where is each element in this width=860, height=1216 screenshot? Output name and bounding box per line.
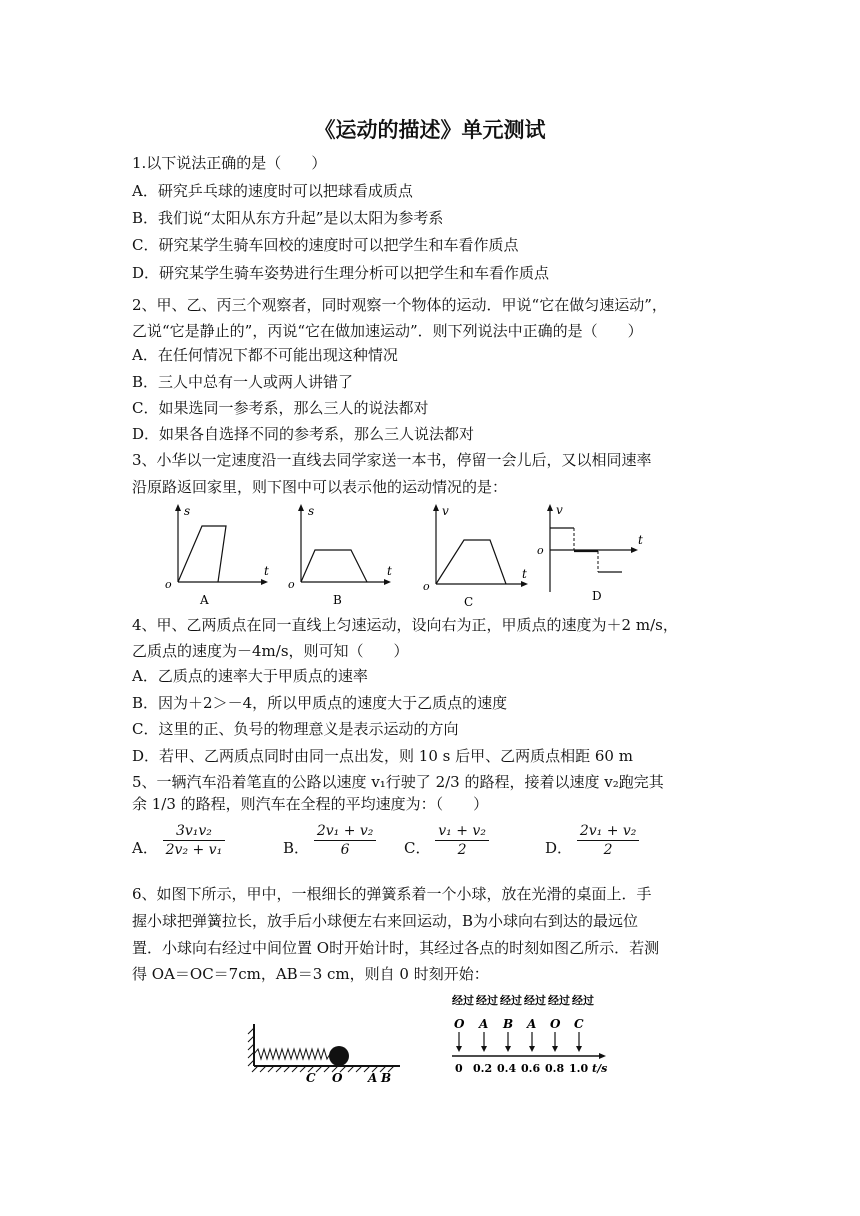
timeline-diagram	[446, 992, 626, 1078]
graph-d-y-label: v	[556, 503, 563, 517]
marker-3-text: 经过	[500, 994, 522, 1007]
q5-option-a-fraction	[163, 823, 226, 858]
tick-2: 0.4	[497, 1062, 517, 1075]
tick-4: 0.8	[545, 1062, 565, 1075]
q3-stem-line2: 沿原路返回家里，则下图中可以表示他的运动情况的是：	[132, 478, 508, 496]
q5-option-b-denominator: 6	[340, 842, 350, 858]
graph-b-y-label: s	[308, 504, 315, 518]
graph-a-y-label: s	[184, 504, 191, 518]
q4-option-a: A．乙质点的速率大于甲质点的速率	[132, 667, 368, 685]
graph-c-y-label: v	[442, 504, 449, 518]
marker-6-point: C	[574, 1017, 584, 1031]
graph-b-x-label: t	[387, 564, 392, 578]
q2-stem-line2: 乙说“它是静止的”，丙说“它在做加速运动”．则下列说法中正确的是（ ）	[132, 322, 643, 340]
q5-option-c-label: C．	[404, 839, 431, 857]
marker-4-point: A	[527, 1017, 537, 1031]
marker-5-point: O	[550, 1017, 561, 1031]
q4-option-c: C．这里的正、负号的物理意义是表示运动的方向	[132, 720, 459, 738]
q1-option-a: A．研究乒乓球的速度时可以把球看成质点	[132, 182, 413, 200]
q2-stem-line1: 2、甲、乙、丙三个观察者，同时观察一个物体的运动．甲说“它在做匀速运动”，	[132, 296, 667, 314]
q5-option-a-denominator: 2v₂ + v₁	[165, 842, 223, 858]
graph-b	[283, 500, 403, 610]
q5-option-b	[283, 823, 376, 858]
marker-1-text: 经过	[452, 994, 474, 1007]
tick-0: 0	[455, 1062, 463, 1075]
label-b: B	[381, 1071, 392, 1085]
timeline-unit: t/s	[592, 1062, 608, 1075]
q2-option-a: A．在任何情况下都不可能出现这种情况	[132, 346, 398, 364]
page-title: 《运动的描述》单元测试	[314, 118, 546, 142]
q6-line3: 置．小球向右经过中间位置 O时开始计时，其经过各点的时刻如图乙所示．若测	[132, 939, 660, 957]
q5-stem-line1: 5、一辆汽车沿着笔直的公路以速度 v₁行驶了 2/3 的路程，接着以速度 v₂跑完其	[132, 773, 664, 791]
graph-c	[418, 500, 538, 612]
q4-stem-line2: 乙质点的速度为－4m/s，则可知（ ）	[132, 642, 409, 660]
tick-5: 1.0	[569, 1062, 589, 1075]
marker-2-point: A	[479, 1017, 489, 1031]
q2-option-c: C．如果选同一参考系，那么三人的说法都对	[132, 399, 429, 417]
q5-option-b-numerator: 2v₁ + v₂	[314, 823, 377, 841]
q1-option-c: C．研究某学生骑车回校的速度时可以把学生和车看作质点	[132, 236, 519, 254]
q5-option-a-label: A．	[132, 839, 158, 857]
q2-option-b: B．三人中总有一人或两人讲错了	[132, 373, 354, 391]
graph-d-x-label: t	[638, 533, 643, 547]
q2-option-d: D．如果各自选择不同的参考系，那么三人说法都对	[132, 425, 475, 443]
q5-option-c-fraction	[435, 823, 489, 858]
q5-stem-line2: 余 1/3 的路程，则汽车在全程的平均速度为：（ ）	[132, 795, 489, 813]
graph-c-label: C	[464, 595, 474, 609]
q5-option-d-label: D．	[545, 839, 573, 857]
q4-option-b: B．因为＋2＞－4，所以甲质点的速度大于乙质点的速度	[132, 694, 508, 712]
graph-a	[160, 500, 280, 610]
graph-a-x-label: t	[264, 564, 269, 578]
graph-a-origin: o	[165, 578, 172, 591]
graph-d-label: D	[592, 589, 602, 603]
q5-option-d-fraction	[577, 823, 640, 858]
ball	[329, 1046, 349, 1066]
label-c: C	[306, 1071, 316, 1085]
q5-option-b-fraction	[314, 823, 377, 858]
q6-line2: 握小球把弹簧拉长，放手后小球便左右来回运动，B为小球向右到达的最远位	[132, 912, 639, 930]
spring-ball-diagram	[240, 1018, 410, 1088]
tick-1: 0.2	[473, 1062, 493, 1075]
graph-b-label: B	[333, 593, 342, 607]
q5-option-d-denominator: 2	[603, 842, 613, 858]
q6-line1: 6、如图下所示，甲中，一根细长的弹簧系着一个小球，放在光滑的桌面上．手	[132, 885, 652, 903]
marker-2-text: 经过	[476, 994, 498, 1007]
q5-option-d-numerator: 2v₁ + v₂	[577, 823, 640, 841]
graph-d-origin: o	[537, 544, 544, 557]
q1-stem: 1.以下说法正确的是（ ）	[132, 154, 327, 172]
q4-option-d: D．若甲、乙两质点同时由同一点出发，则 10 s 后甲、乙两质点相距 60 m	[132, 747, 633, 765]
q5-option-a-numerator: 3v₁v₂	[163, 823, 226, 841]
marker-5-text: 经过	[548, 994, 570, 1007]
q5-option-d	[545, 823, 639, 858]
label-a: A	[368, 1071, 378, 1085]
q5-option-b-label: B．	[283, 839, 310, 857]
graph-a-label: A	[200, 593, 209, 607]
q5-option-c	[404, 823, 489, 858]
q6-line4: 得 OA＝OC＝7cm，AB＝3 cm，则自 0 时刻开始：	[132, 965, 489, 983]
marker-3-point: B	[503, 1017, 514, 1031]
graph-c-origin: o	[423, 580, 430, 593]
marker-1-point: O	[454, 1017, 465, 1031]
marker-4-text: 经过	[524, 994, 546, 1007]
q5-option-c-numerator: v₁ + v₂	[435, 823, 489, 841]
q1-option-b: B．我们说“太阳从东方升起”是以太阳为参考系	[132, 209, 444, 227]
graph-d	[534, 500, 654, 606]
q4-stem-line1: 4、甲、乙两质点在同一直线上匀速运动，设向右为正，甲质点的速度为＋2 m/s，	[132, 616, 678, 634]
label-o: O	[332, 1071, 343, 1085]
tick-3: 0.6	[521, 1062, 541, 1075]
q5-option-c-denominator: 2	[457, 842, 467, 858]
q5-option-a	[132, 823, 225, 858]
q3-stem-line1: 3、小华以一定速度沿一直线去同学家送一本书，停留一会儿后，又以相同速率	[132, 451, 652, 469]
graph-c-x-label: t	[522, 567, 527, 581]
graph-b-origin: o	[288, 578, 295, 591]
q1-option-d: D．研究某学生骑车姿势进行生理分析可以把学生和车看作质点	[132, 264, 550, 282]
marker-6-text: 经过	[572, 994, 594, 1007]
